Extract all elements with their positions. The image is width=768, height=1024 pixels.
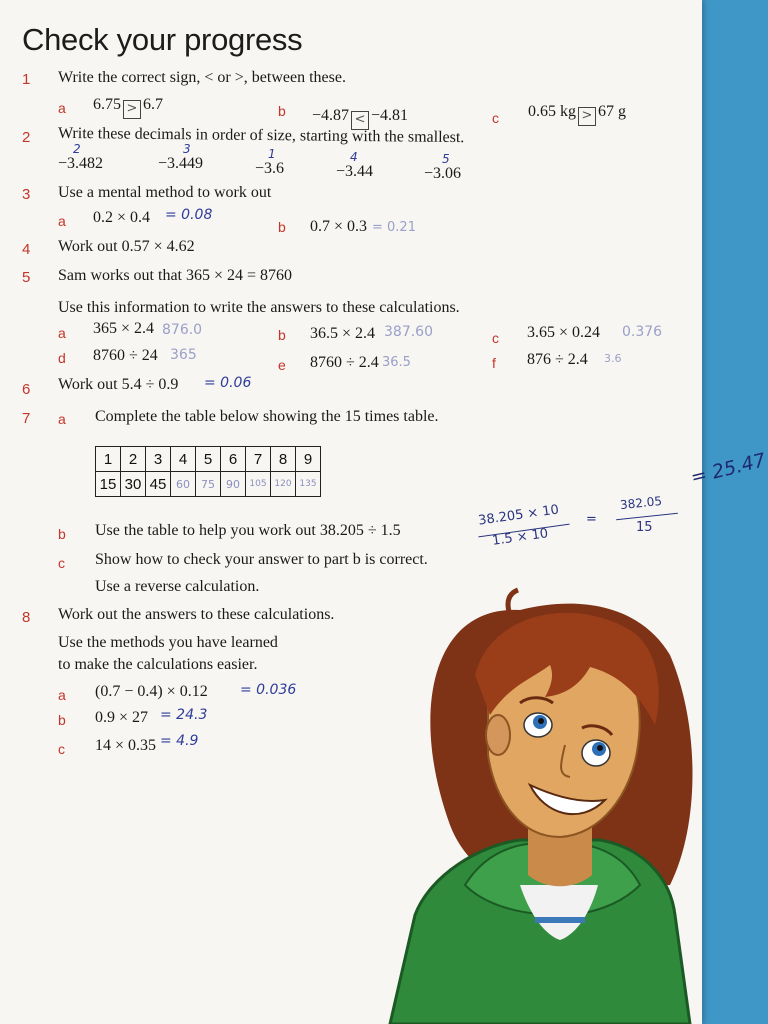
q5b-label: b [278, 327, 286, 343]
q5f-answer: 3.6 [604, 352, 622, 365]
question-4-number: 4 [22, 241, 31, 258]
question-8-text: Work out the answers to these calculations. [58, 606, 335, 623]
q5c-answer: 0.376 [622, 324, 663, 340]
q5a-expression: 365 × 2.4 [93, 320, 155, 337]
q1a-sign-box: > [123, 100, 141, 119]
q7-work-numerator-2: 382.05 [619, 493, 663, 513]
times-table-cell-handwritten: 120 [271, 472, 296, 497]
question-4-text: Work out 0.57 × 4.62 [58, 238, 195, 255]
q7a-text: Complete the table below showing the 15 times table. [95, 408, 439, 425]
question-6-text: Work out 5.4 ÷ 0.9 [58, 376, 179, 393]
times-table-row-top [96, 447, 321, 472]
q5a-answer: 876.0 [162, 322, 203, 338]
q8b-label: b [58, 712, 66, 728]
q7c-text: Show how to check your answer to part b is correct. [95, 551, 428, 568]
q3a-answer: = 0.08 [165, 207, 213, 223]
q2-mark-5: 5 [442, 152, 450, 166]
times-table-cell: 6 [221, 447, 246, 472]
question-1-number: 1 [22, 71, 31, 88]
q7b-text: Use the table to help you work out 38.205 ÷ 1.5 [95, 522, 401, 539]
times-table-cell: 9 [296, 447, 321, 472]
question-3-text: Use a mental method to work out [58, 184, 272, 201]
fifteen-times-table [95, 446, 321, 497]
q1b-right: −4.81 [371, 107, 409, 124]
girl-pupil-left [538, 718, 544, 724]
girl-pupil-right [597, 745, 603, 751]
q5d-answer: 365 [170, 347, 197, 363]
times-table-cell-handwritten: 135 [296, 472, 321, 497]
q5b-answer: 387.60 [384, 324, 433, 340]
q2-value-2: −3.449 [158, 155, 204, 172]
q8a-answer: = 0.036 [240, 682, 297, 698]
cartoon-girl-illustration [370, 585, 702, 1024]
q2-mark-2: 3 [183, 142, 191, 156]
times-table-cell: 30 [121, 472, 146, 497]
q8a-expression: (0.7 − 0.4) × 0.12 [95, 683, 208, 700]
q7-work-equals: = [586, 512, 597, 527]
times-table-cell: 2 [121, 447, 146, 472]
q6-answer: = 0.06 [204, 375, 252, 391]
q5a-label: a [58, 325, 66, 341]
q8c-expression: 14 × 0.35 [95, 737, 157, 754]
q2-value-4: −3.44 [336, 163, 374, 180]
q5f-expression: 876 ÷ 2.4 [527, 351, 588, 368]
q1b-sign-box: < [351, 111, 369, 130]
times-table-cell: 45 [146, 472, 171, 497]
q7-work-result: = 25.47 [688, 449, 768, 489]
q5d-expression: 8760 ÷ 24 [93, 347, 158, 364]
q1b-comparison [312, 107, 408, 130]
q2-value-5: −3.06 [424, 165, 462, 182]
q3a-expression: 0.2 × 0.4 [93, 209, 151, 226]
q7a-label: a [58, 411, 66, 427]
q8a-label: a [58, 687, 66, 703]
q3b-label: b [278, 219, 286, 235]
question-8-number: 8 [22, 609, 31, 626]
times-table-cell: 8 [271, 447, 296, 472]
q5e-label: e [278, 357, 286, 373]
girl-ear [486, 715, 510, 755]
q1b-left: −4.87 [312, 107, 350, 124]
q7c-label: c [58, 555, 65, 571]
q5c-expression: 3.65 × 0.24 [527, 324, 601, 341]
q8b-expression: 0.9 × 27 [95, 709, 149, 726]
q1a-right: 6.7 [143, 96, 163, 113]
q7b-label: b [58, 526, 66, 542]
q1c-comparison [528, 103, 626, 126]
q8c-answer: = 4.9 [160, 733, 199, 749]
q5f-label: f [492, 355, 496, 371]
q2-value-1: −3.482 [58, 155, 104, 172]
question-5-instruction: Use this information to write the answers to these calculations. [58, 299, 460, 316]
question-3-number: 3 [22, 186, 31, 203]
question-8-text-3: to make the calculations easier. [58, 656, 258, 673]
question-2-number: 2 [22, 129, 31, 146]
times-table-cell: 7 [246, 447, 271, 472]
q3b-answer: = 0.21 [372, 220, 416, 235]
question-1-text: Write the correct sign, < or >, between these. [58, 69, 346, 86]
q7c-text-2: Use a reverse calculation. [95, 578, 260, 595]
times-table-cell-handwritten: 75 [196, 472, 221, 497]
q8c-label: c [58, 741, 65, 757]
page-title: Check your progress [22, 22, 303, 57]
question-6-number: 6 [22, 381, 31, 398]
q1c-left: 0.65 kg [528, 103, 576, 120]
q2-value-3: −3.6 [255, 160, 285, 177]
q7-work-denominator-2: 15 [636, 520, 653, 535]
times-table-row-bottom [96, 472, 321, 497]
q7-work-denominator-1: 1.5 × 10 [491, 526, 550, 549]
question-5-number: 5 [22, 269, 31, 286]
question-2-text: Write these decimals in order of size, starting with the smallest. [57, 124, 465, 147]
times-table-cell-handwritten: 60 [171, 472, 196, 497]
q7-work-numerator-1: 38.205 × 10 [477, 502, 560, 529]
q1c-sign-box: > [578, 107, 596, 126]
q1c-label: c [492, 110, 499, 126]
q2-mark-1: 2 [73, 142, 81, 156]
q2-mark-4: 4 [350, 150, 358, 164]
question-7-number: 7 [22, 410, 31, 427]
times-table-cell: 15 [96, 472, 121, 497]
q2-mark-3: 1 [268, 147, 276, 161]
q1b-label: b [278, 103, 286, 119]
q1a-comparison [93, 96, 163, 119]
q1a-left: 6.75 [93, 96, 121, 113]
q1c-right: 67 g [598, 103, 626, 120]
q5b-expression: 36.5 × 2.4 [310, 325, 376, 342]
times-table-cell: 5 [196, 447, 221, 472]
q3b-expression: 0.7 × 0.3 [310, 218, 368, 235]
times-table-cell-handwritten: 105 [246, 472, 271, 497]
question-5-text: Sam works out that 365 × 24 = 8760 [58, 267, 293, 284]
times-table-cell-handwritten: 90 [221, 472, 246, 497]
q5e-expression: 8760 ÷ 2.4 [310, 354, 379, 371]
q5c-label: c [492, 330, 499, 346]
times-table-cell: 4 [171, 447, 196, 472]
q5d-label: d [58, 350, 66, 366]
q8b-answer: = 24.3 [160, 707, 208, 723]
q1a-label: a [58, 100, 66, 116]
q3a-label: a [58, 213, 66, 229]
times-table-cell: 3 [146, 447, 171, 472]
question-8-text-2: Use the methods you have learned [58, 634, 278, 651]
q5e-answer: 36.5 [382, 355, 411, 370]
times-table-cell: 1 [96, 447, 121, 472]
